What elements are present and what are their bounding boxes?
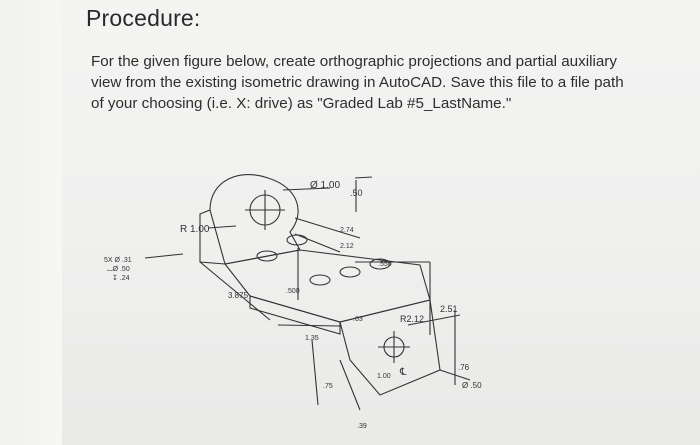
instructions-line-2: view from the existing isometric drawing in AutoCAD. Save this file to a file path (91, 74, 624, 91)
label-dim-500: .500 (286, 288, 300, 295)
callout-line-1: 5X Ø .31 (104, 257, 132, 264)
label-dim-212: 2.12 (340, 243, 354, 250)
label-dim-39: .39 (357, 423, 367, 430)
label-radius-right: R2.12 (400, 314, 425, 324)
label-radius-left: R 1.00 (180, 224, 210, 235)
label-hole-dia-small: Ø .50 (462, 381, 482, 390)
label-dim-3875: 3.875 (228, 291, 249, 300)
label-dim-550: .550 (378, 261, 392, 268)
label-dim-75: .75 (323, 383, 333, 390)
label-dim-76: .76 (458, 363, 470, 372)
callout-line-2: ⌴Ø .50 (107, 266, 130, 273)
callout-line-3: ↧ .24 (112, 275, 130, 282)
label-dim-274: 2.74 (340, 227, 354, 234)
base-hole-3 (310, 275, 330, 285)
label-dim-63: .63 (353, 316, 363, 323)
base-top-face (225, 250, 430, 322)
instructions-line-3: of your choosing (i.e. X: drive) as "Graded Lab #5_LastName." (91, 95, 512, 112)
label-centerline: ℄ (400, 367, 407, 378)
label-hole-dia-top: Ø 1.00 (310, 180, 341, 191)
procedure-heading: Procedure: (86, 5, 201, 31)
label-dim-251: 2.51 (440, 304, 458, 314)
instructions-line-1: For the given figure below, create orthographic projections and partial auxiliary (91, 53, 617, 70)
label-dim-135: 1.35 (305, 335, 319, 342)
upright-plate (210, 175, 300, 264)
label-dim-100: 1.00 (377, 373, 391, 380)
base-hole-4 (340, 267, 360, 277)
label-top-thickness: .50 (350, 188, 363, 198)
